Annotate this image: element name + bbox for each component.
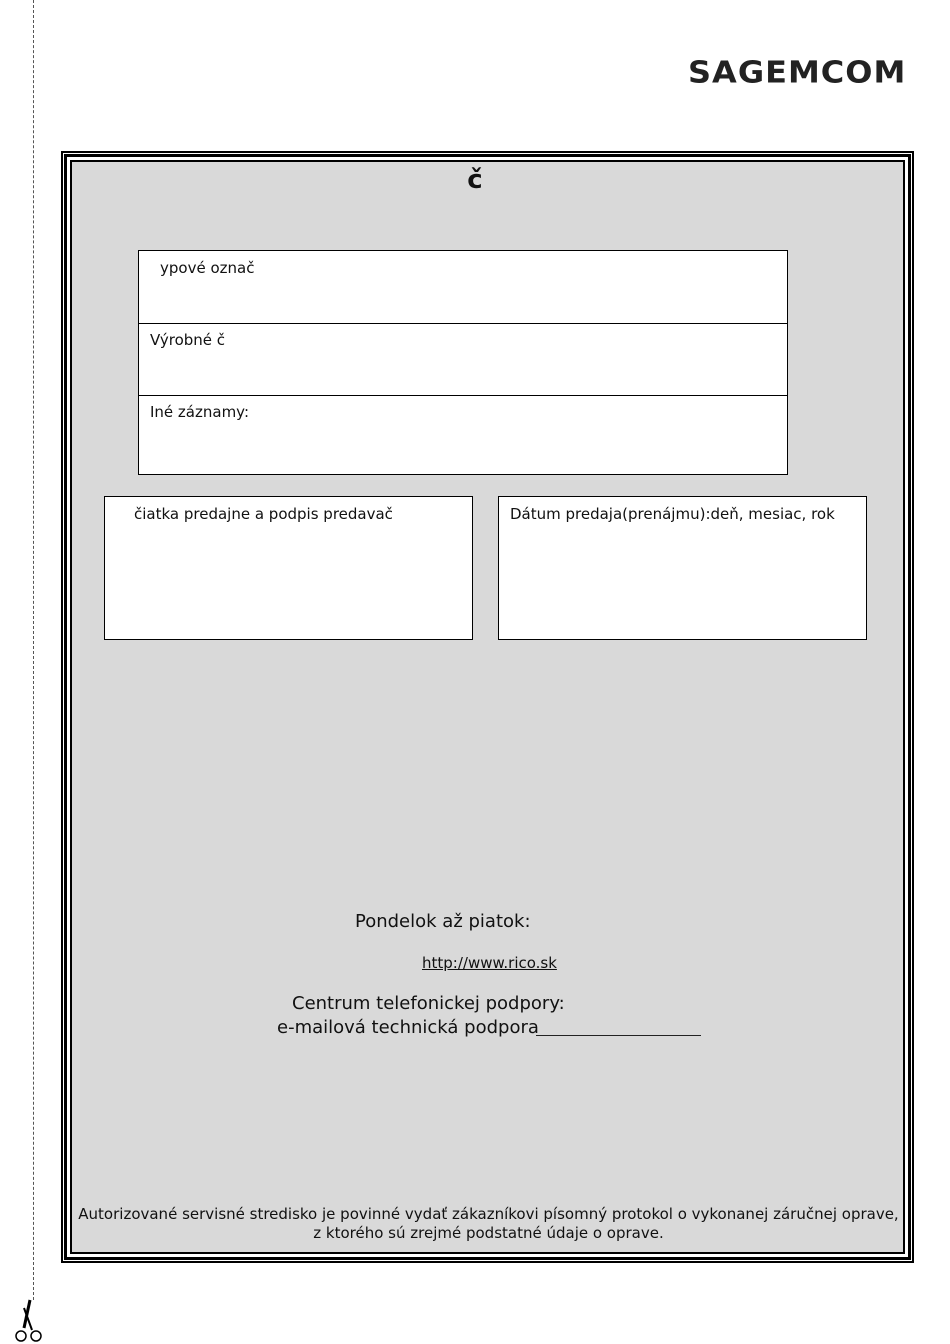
phone-support-label: Centrum telefonickej podpory:	[292, 993, 565, 1014]
footer-line-2: z ktorého sú zrejmé podstatné údaje o oprave.	[313, 1224, 664, 1242]
product-info-table	[138, 250, 788, 475]
email-fill-line	[536, 1035, 701, 1036]
sagemcom-logo: SAGEMCOM	[688, 53, 907, 91]
footer-line-1: Autorizované servisné stredisko je povinné vydať zákazníkovi písomný protokol o vykonanej záručnej oprave,	[78, 1205, 899, 1223]
serial-row[interactable]	[139, 323, 787, 396]
support-url-link[interactable]: http://www.rico.sk	[422, 954, 557, 972]
sale-date-box[interactable]	[498, 496, 867, 640]
support-hours-label: Pondelok až piatok:	[355, 911, 531, 932]
stamp-signature-box[interactable]	[104, 496, 473, 640]
type-label: ypové označ	[160, 259, 255, 277]
notes-label: Iné záznamy:	[150, 403, 250, 421]
notes-row[interactable]	[139, 395, 787, 475]
card-title: č	[467, 165, 483, 195]
cut-line	[33, 0, 34, 1300]
scissors-icon	[10, 1298, 44, 1344]
email-support-label: e-mailová technická podpora	[277, 1017, 539, 1038]
serial-label: Výrobné č	[150, 331, 226, 349]
sale-date-label: Dátum predaja(prenájmu):deň, mesiac, rok	[510, 505, 835, 523]
stamp-label: čiatka predajne a podpis predavač	[134, 505, 393, 523]
footer-note	[72, 1205, 905, 1243]
type-row[interactable]	[139, 251, 787, 324]
